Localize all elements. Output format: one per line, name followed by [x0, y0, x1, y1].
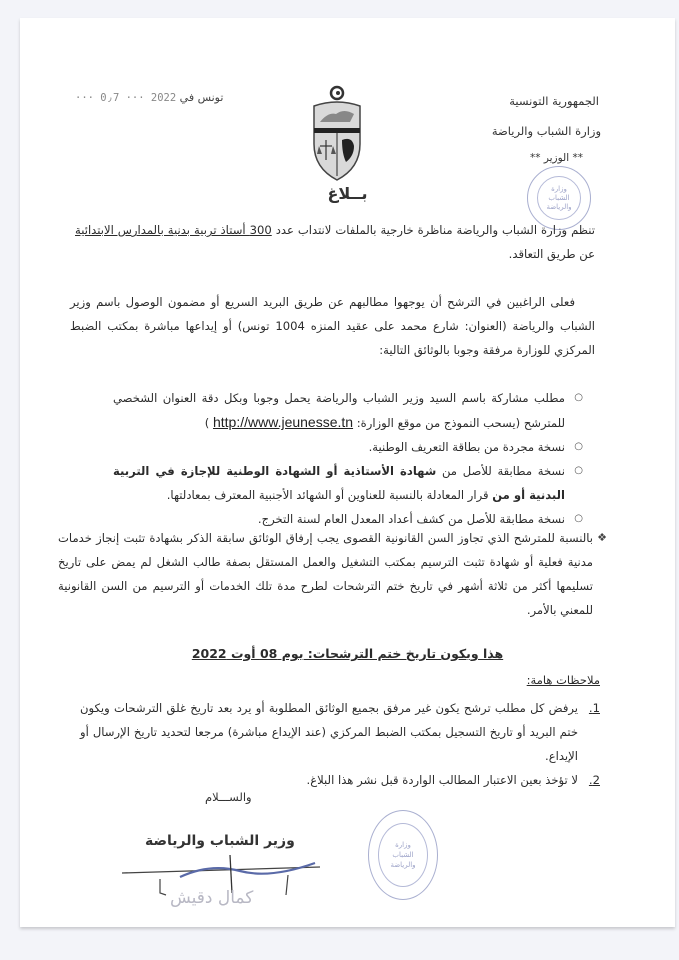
- stamp-text-2: الشباب: [392, 851, 414, 859]
- republic-label: الجمهورية التونسية: [509, 94, 599, 108]
- document-item: ○ نسخة مطابقة للأصل من شهادة الأستاذية أو الشهادة الوطنية للإجازة في التربية البدنية أو من قرار المعادلة بالنسبة للعناوين أو الشهائد الأجنبية المعترف بمعادلتها.: [113, 459, 583, 507]
- intro-text: تنظم وزارة الشباب والرياضة مناظرة خارجية بالملفات لانتداب عدد: [275, 223, 596, 237]
- stamp-text-3: والرياضة: [390, 861, 416, 869]
- age-note-paragraph: ❖ بالنسبة للمترشح الذي تجاوز السن القانونية القصوى يجب إرفاق الوثائق سابقة الذكر بشهادة تثبت إنجاز خدمات مدنية فعلية أو شهادة تثبت الترسيم بمكتب التشغيل والعمل المستقل بصفة طالب الشغل لم يمض على تاريخ تسليمها أكثر من ثلاثة أشهر في تاريخ ختم الترشحات لطرح مدة تلك الخدمات أو الترسيم من السن القانونية للمعني بالأمر.: [58, 526, 607, 622]
- date-value: 2022 ··· 0٫7 ···: [75, 92, 177, 104]
- circle-bullet-icon: ○: [574, 513, 583, 524]
- stamp-text-2: الشباب: [548, 194, 570, 202]
- stamp-text-3: والرياضة: [546, 203, 572, 211]
- note-item: 1. يرفض كل مطلب ترشح يكون غير مرفق بجميع الوثائق المطلوبة أو يرد بعد تاريخ غلق الترشحات ويكون ختم البريد أو تاريخ التسجيل بمكتب الضبط المركزي (عند الإيداع مباشرة) مرجعا لتحديد تاريخ الإرسال أو الإيداع.: [80, 701, 600, 763]
- document-page: [20, 18, 675, 927]
- official-stamp-bottom: [368, 810, 438, 900]
- intro-highlight: 300 أستاذ تربية بدنية بالمدارس الابتدائية: [75, 223, 272, 237]
- stamp-text-1: وزارة: [551, 185, 567, 193]
- minister-title: وزير الشباب والرياضة: [145, 833, 295, 849]
- deadline-line: هذا ويكون تاريخ ختم الترشحات: يوم 08 أوت 2022: [191, 646, 504, 661]
- circle-bullet-icon: ○: [574, 465, 583, 476]
- date-line: [75, 91, 223, 104]
- stamp-text-1: وزارة: [395, 841, 411, 849]
- instructions-paragraph: فعلى الراغبين في الترشح أن يوجهوا مطالبهم عن طريق البريد السريع أو مضمون الوصول باسم وزير الشباب والرياضة (العنوان: شارع محمد على عقيد المنزه 1004 تونس) أو إيداعها مباشرة بمكتب الضبط المركزي للوزارة مرفقة وجوبا بالوثائق التالية:: [70, 295, 595, 357]
- ministry-website-link[interactable]: http://www.jeunesse.tn: [212, 414, 354, 430]
- tunisia-coat-of-arms-icon: [306, 84, 368, 184]
- circle-bullet-icon: ○: [574, 392, 583, 403]
- note-item: 2. لا تؤخذ بعين الاعتبار المطالب الواردة قبل نشر هذا البلاغ.: [306, 773, 600, 787]
- closing-salutation: والســـلام: [205, 790, 252, 804]
- notes-heading: ملاحظات هامة:: [526, 673, 600, 687]
- date-prefix: تونس في: [179, 91, 224, 104]
- intro-paragraph: [75, 218, 595, 266]
- announcement-title: بــلاغ: [327, 184, 368, 203]
- circle-bullet-icon: ○: [574, 441, 583, 452]
- document-item: ○ نسخة مطابقة للأصل من كشف أعداد المعدل العام لسنة التخرج.: [113, 507, 583, 531]
- document-item: ○ مطلب مشاركة باسم السيد وزير الشباب والرياضة يحمل وجوبا وبكل دقة العنوان الشخصي للمترشح (يسحب النموذج من موقع الوزارة: http://www.jeunesse.tn ): [113, 386, 583, 435]
- document-item: ○ نسخة مجردة من بطاقة التعريف الوطنية.: [113, 435, 583, 459]
- required-documents-list: [113, 386, 583, 531]
- office-label: ** الوزير **: [529, 152, 583, 164]
- diamond-bullet-icon: ❖: [597, 531, 607, 544]
- notes-list: [80, 696, 600, 792]
- minister-name: كمال دقيش: [170, 888, 254, 908]
- intro-text-end: عن طريق التعاقد.: [508, 247, 595, 261]
- ministry-label: وزارة الشباب والرياضة: [491, 124, 601, 138]
